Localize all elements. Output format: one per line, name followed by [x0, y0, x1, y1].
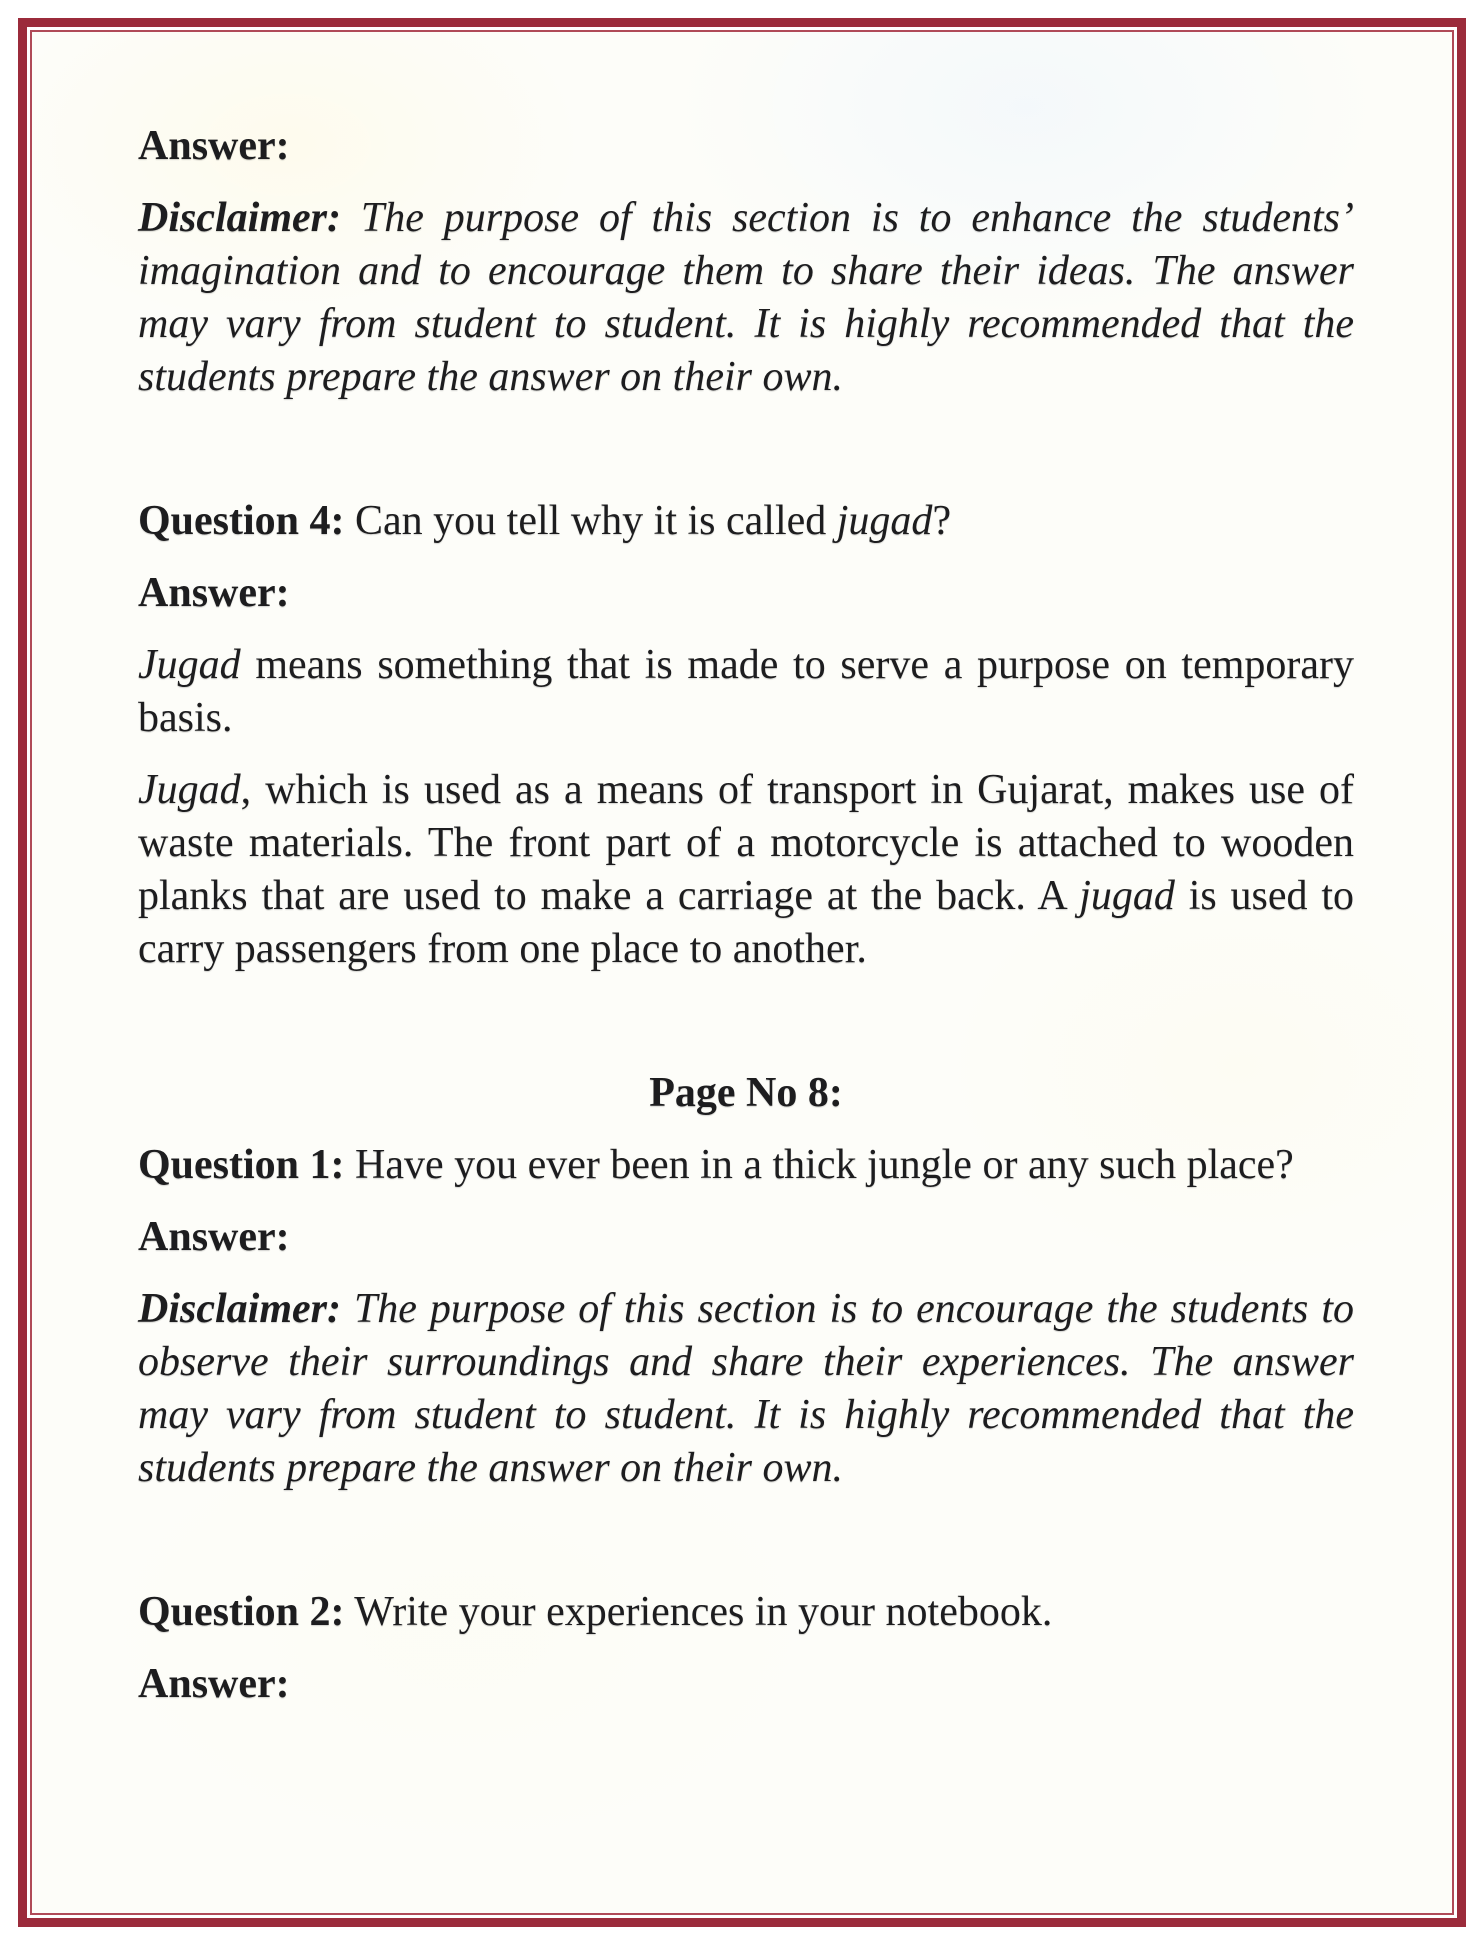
question-4-text: Can you tell why it is called [344, 498, 837, 544]
question-2-line [138, 1586, 1354, 1639]
answer-label: Answer: [138, 570, 290, 616]
page-number-heading [138, 1067, 1354, 1120]
disclaimer-paragraph-1 [138, 192, 1354, 404]
answer-heading-3 [138, 1211, 1354, 1264]
disclaimer-body: The purpose of this section is to encourage the students to observe their surroundings and share their experiences. The answer may vary from student to student. It is highly recommended that the students prepare the answer on their own. [138, 1286, 1354, 1491]
page-number-label: Page No 8: [649, 1070, 843, 1116]
answer-heading-4 [138, 1658, 1354, 1711]
section-gap [138, 995, 1354, 1067]
section-gap [138, 1514, 1354, 1586]
question-4-line [138, 495, 1354, 548]
question-4-punct: ? [932, 498, 952, 544]
disclaimer-body: The purpose of this section is to enhance the students’ imagination and to encourage them to share their ideas. The answer may vary from student to student. It is highly recommended that the students prepare the answer on their own. [138, 195, 1354, 400]
page-frame-outer [18, 18, 1466, 1927]
question-2-label: Question 2: [138, 1589, 345, 1635]
question-1-text: Have you ever been in a thick jungle or any such place? [344, 1142, 1294, 1188]
page-frame-inner [30, 30, 1454, 1915]
answer-heading-2 [138, 567, 1354, 620]
disclaimer-lead: Disclaimer: [138, 195, 341, 241]
jugad-description-text-2: is used to carry passengers from one place to another. [138, 873, 1354, 972]
answer-label: Answer: [138, 123, 290, 169]
section-gap [138, 423, 1354, 495]
jugad-term: jugad [1079, 873, 1175, 919]
question-2-text: Write your experiences in your notebook. [344, 1589, 1053, 1635]
disclaimer-lead: Disclaimer: [138, 1286, 341, 1332]
jugad-definition-text: means something that is made to serve a purpose on temporary basis. [138, 642, 1354, 741]
question-4-label: Question 4: [138, 498, 345, 544]
jugad-definition-paragraph [138, 639, 1354, 745]
question-1-line [138, 1139, 1354, 1192]
answer-label: Answer: [138, 1214, 290, 1260]
jugad-term: Jugad [138, 767, 241, 813]
question-1-label: Question 1: [138, 1142, 345, 1188]
answer-label: Answer: [138, 1661, 290, 1707]
jugad-description-text-1: , which is used as a means of transport in Gujarat, makes use of waste materials. The front part of a motorcycle is attached to wooden planks that are used to make a carriage at the back. A [138, 767, 1354, 919]
document-content [32, 32, 1452, 1711]
jugad-term: Jugad [138, 642, 241, 688]
answer-heading-1 [138, 120, 1354, 173]
disclaimer-paragraph-2 [138, 1283, 1354, 1495]
question-4-term: jugad [836, 498, 933, 544]
jugad-description-paragraph [138, 764, 1354, 976]
